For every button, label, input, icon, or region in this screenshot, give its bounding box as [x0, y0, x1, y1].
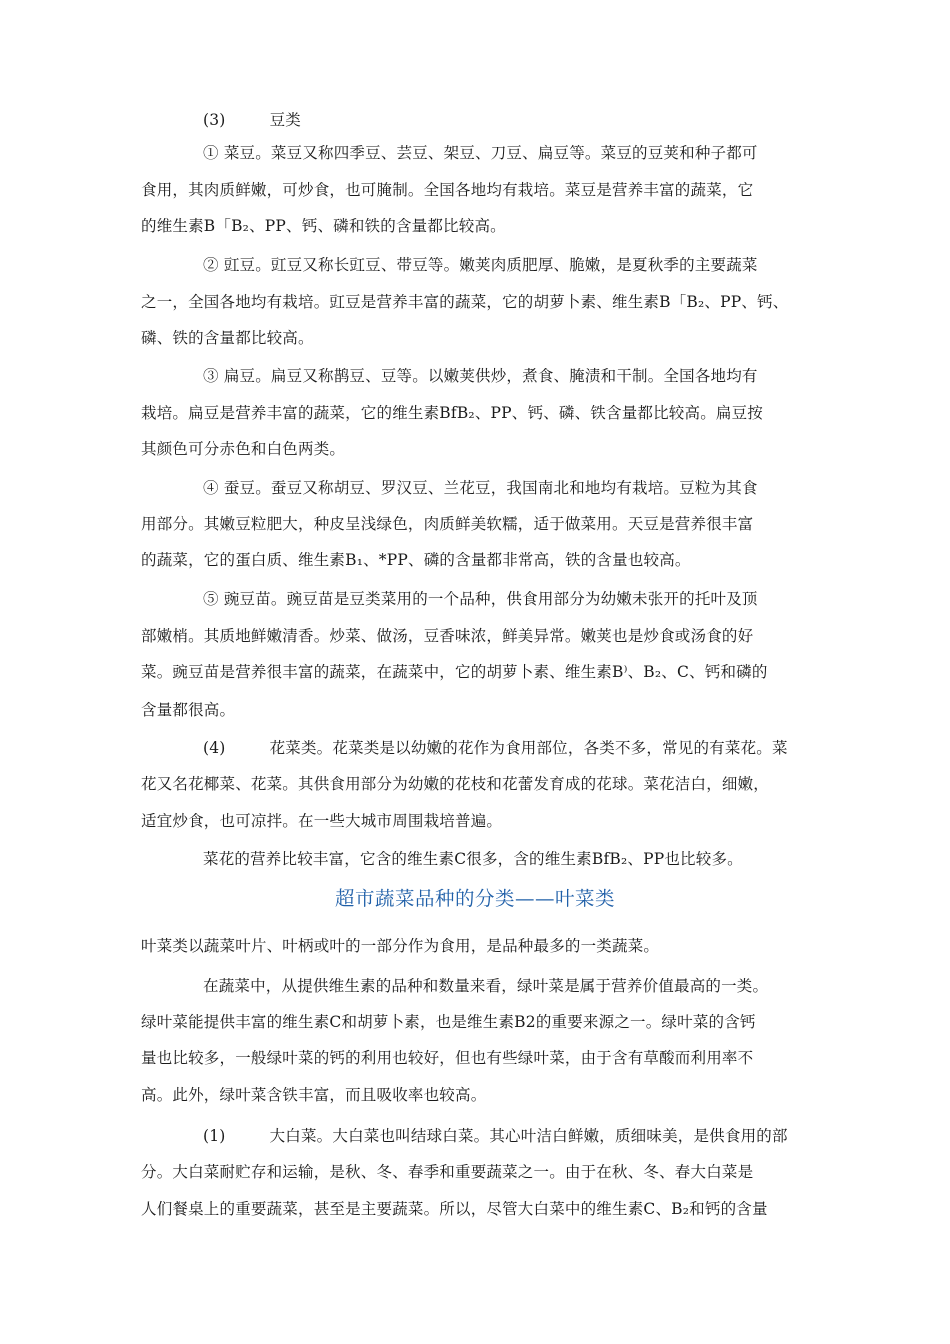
- paragraph-line: 量也比较多，一般绿叶菜的钙的利用也较好，但也有些绿叶菜，由于含有草酸而利用率不: [141, 1049, 754, 1067]
- section-marker: (4): [203, 739, 226, 757]
- paragraph-line: 分。大白菜耐贮存和运输，是秋、冬、春季和重要蔬菜之一。由于在秋、冬、春大白菜是: [141, 1163, 754, 1181]
- paragraph-line: 高。此外，绿叶菜含铁丰富，而且吸收率也较高。: [141, 1086, 487, 1104]
- paragraph-line: ④ 蚕豆。蚕豆又称胡豆、罗汉豆、兰花豆，我国南北和地均有栽培。豆粒为其食: [203, 479, 758, 497]
- paragraph-text: 花菜类。花菜类是以幼嫩的花作为食用部位，各类不多，常见的有菜花。菜: [269, 739, 788, 757]
- paragraph-line: ① 菜豆。菜豆又称四季豆、芸豆、架豆、刀豆、扁豆等。菜豆的豆荚和种子都可: [203, 144, 758, 162]
- paragraph-line: 菜。豌豆苗是营养很丰富的蔬菜，在蔬菜中，它的胡萝卜素、维生素B⁾、B₂、C、钙和磷的: [141, 663, 768, 681]
- paragraph-line: 叶菜类以蔬菜叶片、叶柄或叶的一部分作为食用，是品种最多的一类蔬菜。: [141, 937, 660, 955]
- section-flower-first-line: [203, 738, 788, 758]
- paragraph-line: 花又名花椰菜、花菜。其供食用部分为幼嫩的花枝和花蕾发育成的花球。菜花洁白，细嫩，: [141, 775, 770, 793]
- section-title: 豆类: [269, 111, 301, 129]
- paragraph-line: 人们餐桌上的重要蔬菜，甚至是主要蔬菜。所以，尽管大白菜中的维生素C、B₂和钙的含量: [141, 1200, 768, 1218]
- paragraph-line: 部嫩梢。其质地鲜嫩清香。炒菜、做汤，豆香味浓，鲜美异常。嫩荚也是炒食或汤食的好: [141, 627, 754, 645]
- paragraph-line: 用部分。其嫩豆粒肥大，种皮呈浅绿色，肉质鲜美软糯，适于做菜用。天豆是营养很丰富: [141, 515, 754, 533]
- paragraph-line: 其颜色可分赤色和白色两类。: [141, 440, 346, 458]
- section-legumes-title: [203, 110, 301, 130]
- paragraph-line: 菜花的营养比较丰富，它含的维生素C很多，含的维生素BfB₂、PP也比较多。: [203, 850, 743, 868]
- paragraph-line: ⑤ 豌豆苗。豌豆苗是豆类菜用的一个品种，供食用部分为幼嫩未张开的托叶及顶: [203, 590, 758, 608]
- paragraph-line: 之一，全国各地均有栽培。豇豆是营养丰富的蔬菜，它的胡萝卜素、维生素B「B₂、PP、钙、: [141, 293, 789, 311]
- paragraph-line: 磷、铁的含量都比较高。: [141, 329, 314, 347]
- paragraph-line: 食用，其肉质鲜嫩，可炒食，也可腌制。全国各地均有栽培。菜豆是营养丰富的蔬菜，它: [141, 181, 754, 199]
- section-heading: 超市蔬菜品种的分类——叶菜类: [334, 887, 615, 910]
- paragraph-line: 的维生素B「B₂、PP、钙、磷和铁的含量都比较高。: [141, 217, 506, 235]
- paragraph-line: 含量都很高。: [141, 701, 236, 719]
- paragraph-line: 的蔬菜，它的蛋白质、维生素B₁、*PP、磷的含量都非常高，铁的含量也较高。: [141, 551, 691, 569]
- paragraph-line: 栽培。扁豆是营养丰富的蔬菜，它的维生素BfB₂、PP、钙、磷、铁含量都比较高。扁豆按: [141, 404, 763, 422]
- paragraph-line: 适宜炒食，也可凉拌。在一些大城市周围栽培普遍。: [141, 812, 503, 830]
- paragraph-text: 大白菜。大白菜也叫结球白菜。其心叶洁白鲜嫩，质细味美，是供食用的部: [269, 1127, 788, 1145]
- paragraph-line: ③ 扁豆。扁豆又称鹊豆、豆等。以嫩荚供炒，煮食、腌渍和干制。全国各地均有: [203, 367, 758, 385]
- paragraph-line: ② 豇豆。豇豆又称长豇豆、带豆等。嫩荚肉质肥厚、脆嫩，是夏秋季的主要蔬菜: [203, 256, 758, 274]
- section-marker: (3): [203, 111, 226, 129]
- section-cabbage-first-line: [203, 1126, 788, 1146]
- paragraph-line: 在蔬菜中，从提供维生素的品种和数量来看，绿叶菜是属于营养价值最高的一类。: [203, 977, 769, 995]
- paragraph-line: 绿叶菜能提供丰富的维生素C和胡萝卜素，也是维生素B2的重要来源之一。绿叶菜的含钙: [141, 1013, 756, 1031]
- section-marker: (1): [203, 1127, 226, 1145]
